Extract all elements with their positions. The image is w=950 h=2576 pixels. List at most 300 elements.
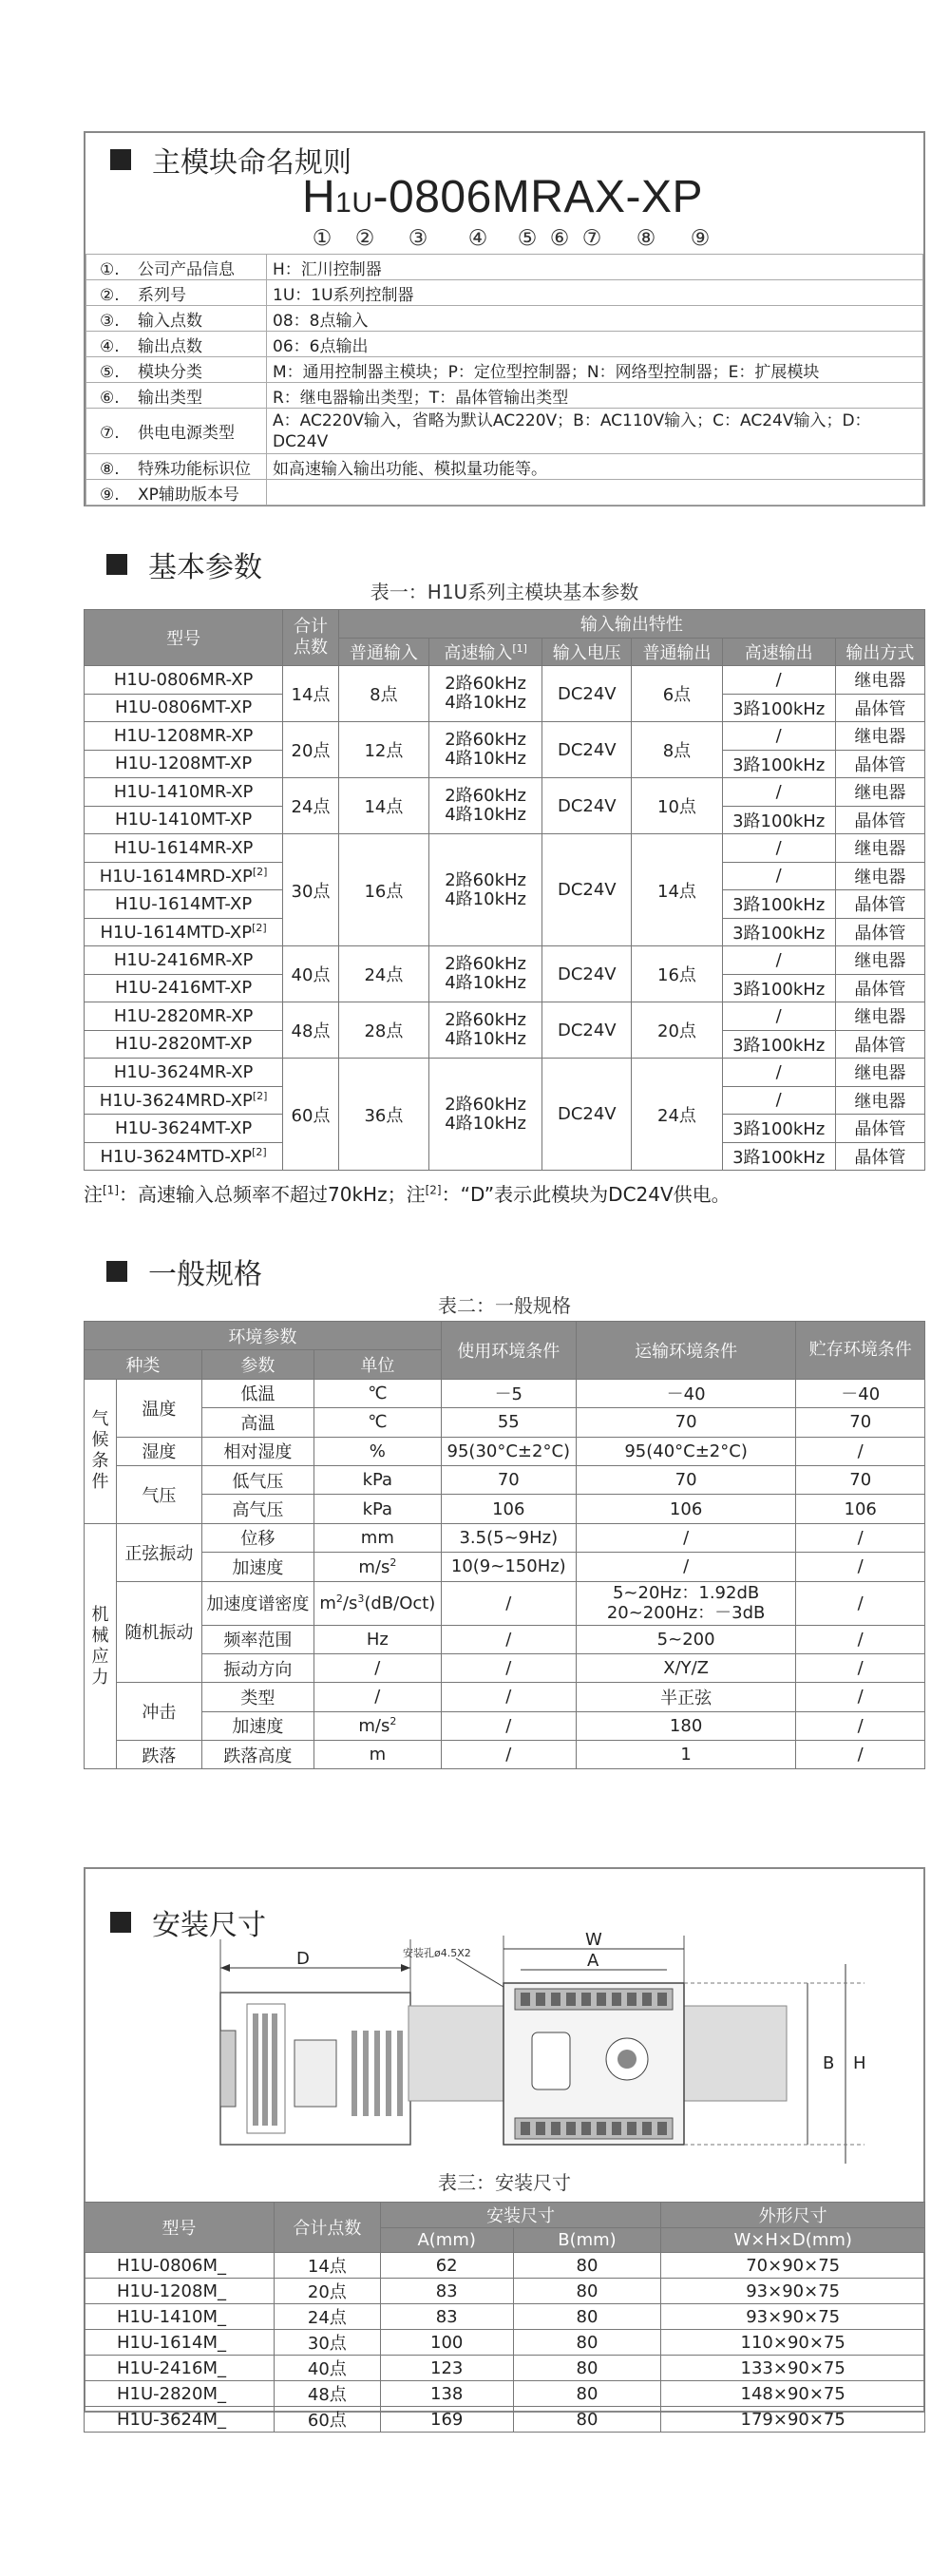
dims-a: 169	[380, 2407, 513, 2433]
dims-outer: 110×90×75	[661, 2330, 925, 2356]
fast-out-cell: /	[722, 946, 835, 975]
fast-in-line: 4路10kHz	[445, 888, 526, 909]
points-cell: 48点	[283, 1002, 339, 1059]
dims-row	[85, 2356, 925, 2381]
dims-points: 60点	[274, 2407, 380, 2433]
out-mode-cell: 继电器	[835, 778, 924, 807]
naming-label: 模块分类	[138, 362, 202, 382]
voltage-cell: DC24V	[542, 666, 632, 722]
fast-out-cell: /	[722, 778, 835, 807]
dims-model: H1U-3624M_	[85, 2407, 275, 2433]
unit-cell: m	[314, 1741, 441, 1769]
cat-mech: 机械应力	[85, 1523, 117, 1769]
marker-2: ②	[354, 226, 375, 251]
dims-a: 123	[380, 2356, 513, 2381]
dims-a: 83	[380, 2304, 513, 2330]
points-cell: 14点	[283, 666, 339, 722]
naming-num: ①.	[100, 259, 120, 279]
dims-outer: 70×90×75	[661, 2253, 925, 2279]
out-mode-cell: 晶体管	[835, 806, 924, 834]
naming-label: 输入点数	[138, 311, 202, 331]
model-name	[85, 1002, 283, 1031]
unit-text: m/s	[358, 1556, 390, 1577]
naming-label-cell	[86, 480, 267, 506]
general-specs-table	[84, 1321, 925, 1769]
fast-in-line: 4路10kHz	[445, 1029, 526, 1049]
unit-sup: 2	[335, 1593, 343, 1606]
store-cell: /	[796, 1653, 925, 1682]
trans-line: 5~20Hz：1.92dB	[612, 1583, 760, 1604]
model-name	[85, 778, 283, 807]
install-dims-table	[84, 2202, 925, 2433]
trans-cell: /	[576, 1523, 796, 1552]
col-normal-in: 普通输入	[338, 638, 428, 666]
unit-cell: ℃	[314, 1408, 441, 1437]
fast-in-line: 2路60kHz	[445, 730, 526, 750]
model-name	[85, 750, 283, 778]
install-caption: 表三：安装尺寸	[438, 2171, 571, 2194]
points-cell: 60点	[283, 1059, 339, 1171]
fast-in-cell	[428, 1059, 542, 1171]
store-cell: /	[796, 1523, 925, 1552]
naming-desc: 如高速输入输出功能、模拟量功能等。	[267, 454, 923, 480]
voltage-cell: DC24V	[542, 834, 632, 946]
col-out-mode: 输出方式	[835, 638, 924, 666]
model-name	[85, 1059, 283, 1087]
naming-desc: 1U：1U系列控制器	[267, 280, 923, 306]
square-bullet-icon	[110, 149, 131, 170]
dims-outer: 148×90×75	[661, 2381, 925, 2407]
unit-cell: %	[314, 1437, 441, 1465]
model-name-text: H1U-3624MT-XP	[115, 1117, 253, 1138]
param-cell: 频率范围	[201, 1625, 314, 1653]
fast-in-line: 4路10kHz	[445, 693, 526, 713]
fast-in-cell	[428, 946, 542, 1002]
model-name-text: H1U-2416MT-XP	[115, 978, 253, 999]
cat-climate: 气候条件	[85, 1379, 117, 1523]
trans-cell: 5~200	[576, 1625, 796, 1653]
unit-cell	[314, 1553, 441, 1581]
fast-in-line: 4路10kHz	[445, 1113, 526, 1134]
front-dial-center	[618, 2050, 636, 2069]
dims-model: H1U-1208M_	[85, 2279, 275, 2304]
model-name-text: H1U-3624MRD-XP	[99, 1090, 253, 1111]
param-cell: 振动方向	[201, 1653, 314, 1682]
h-use: 使用环境条件	[441, 1322, 576, 1380]
use-cell: －5	[441, 1379, 576, 1407]
col-points: 合计点数	[283, 610, 339, 666]
naming-label-cell	[86, 255, 267, 280]
use-cell: 70	[441, 1465, 576, 1494]
unit-cell: mm	[314, 1523, 441, 1552]
marker-7: ⑦	[581, 226, 602, 251]
general-row	[85, 1581, 925, 1625]
param-cell: 加速度谱密度	[201, 1581, 314, 1625]
param-cell: 低气压	[201, 1465, 314, 1494]
normal-out-cell: 24点	[632, 1059, 722, 1171]
dims-b: 80	[513, 2279, 661, 2304]
use-cell: /	[441, 1741, 576, 1769]
normal-in-cell: 24点	[338, 946, 428, 1002]
store-cell: /	[796, 1625, 925, 1653]
basic-row	[85, 666, 925, 695]
general-row	[85, 1653, 925, 1682]
naming-desc: 08：8点输入	[267, 306, 923, 332]
trans-cell: /	[576, 1553, 796, 1581]
unit-sup: 3	[357, 1593, 365, 1606]
naming-num: ②.	[100, 285, 120, 305]
h-unit: 单位	[314, 1350, 441, 1379]
out-mode-cell: 继电器	[835, 946, 924, 975]
fast-out-cell: /	[722, 666, 835, 695]
fast-out-cell: 3路100kHz	[722, 918, 835, 946]
dims-points: 48点	[274, 2381, 380, 2407]
basic-row	[85, 946, 925, 975]
dims-a: 100	[380, 2330, 513, 2356]
unit-cell: ℃	[314, 1379, 441, 1407]
dh-mount: 安装尺寸	[380, 2203, 661, 2228]
model-name	[85, 1030, 283, 1059]
model-name-text: H1U-0806MT-XP	[115, 697, 253, 718]
general-caption: 表二：一般规格	[438, 1294, 571, 1317]
use-cell: 10(9~150Hz)	[441, 1553, 576, 1581]
basic-caption: 表一：H1U系列主模块基本参数	[370, 581, 639, 603]
dims-outer: 133×90×75	[661, 2356, 925, 2381]
general-title: 一般规格	[106, 1250, 262, 1292]
use-cell: 3.5(5~9Hz)	[441, 1523, 576, 1552]
kind-cell: 气压	[116, 1465, 201, 1523]
voltage-cell: DC24V	[542, 722, 632, 778]
use-cell: 55	[441, 1408, 576, 1437]
dims-model: H1U-2416M_	[85, 2356, 275, 2381]
dims-b: 80	[513, 2356, 661, 2381]
voltage-cell: DC24V	[542, 778, 632, 834]
model-note: [2]	[252, 1145, 267, 1158]
fast-in-line: 2路60kHz	[445, 674, 526, 694]
use-cell: 95(30°C±2°C)	[441, 1437, 576, 1465]
model-name-text: H1U-0806MR-XP	[113, 669, 254, 690]
fast-out-cell: /	[722, 834, 835, 863]
store-cell: 106	[796, 1495, 925, 1523]
naming-num: ⑧.	[100, 459, 120, 479]
kind-cell: 冲击	[116, 1683, 201, 1741]
model-note: [2]	[252, 921, 267, 934]
naming-label: 公司产品信息	[138, 259, 235, 279]
normal-out-cell: 6点	[632, 666, 722, 722]
out-mode-cell: 晶体管	[835, 890, 924, 919]
param-cell: 类型	[201, 1683, 314, 1711]
store-cell: /	[796, 1553, 925, 1581]
unit-part: (dB/Oct)	[364, 1593, 436, 1614]
dh-outer-sub: W×H×D(mm)	[661, 2228, 925, 2253]
h-param: 参数	[201, 1350, 314, 1379]
fast-in-cell	[428, 834, 542, 946]
dims-b: 80	[513, 2407, 661, 2433]
square-bullet-icon	[110, 1912, 131, 1933]
out-mode-cell: 继电器	[835, 862, 924, 890]
marker-6: ⑥	[549, 226, 570, 251]
dims-row	[85, 2330, 925, 2356]
dims-outer: 93×90×75	[661, 2304, 925, 2330]
col-fast-out: 高速输出	[722, 638, 835, 666]
out-mode-cell: 晶体管	[835, 918, 924, 946]
model-name-text: H1U-2820MT-XP	[115, 1034, 253, 1055]
out-mode-cell: 继电器	[835, 722, 924, 751]
trans-cell	[576, 1581, 796, 1625]
naming-num: ④.	[100, 336, 120, 356]
model-name-text: H1U-1208MR-XP	[113, 725, 254, 746]
naming-label-cell	[86, 383, 267, 409]
marker-3: ③	[408, 226, 428, 251]
naming-row	[86, 480, 923, 506]
use-cell: /	[441, 1711, 576, 1740]
marker-5: ⑤	[517, 226, 538, 251]
normal-in-cell: 36点	[338, 1059, 428, 1171]
out-mode-cell: 继电器	[835, 1002, 924, 1031]
fast-out-cell: 3路100kHz	[722, 974, 835, 1002]
model-name-text: H1U-3624MR-XP	[113, 1061, 254, 1082]
fast-in-cell	[428, 722, 542, 778]
fast-in-line: 4路10kHz	[445, 805, 526, 825]
naming-num: ⑦.	[100, 424, 120, 443]
naming-num: ⑤.	[100, 362, 120, 382]
model-name	[85, 862, 283, 890]
trans-cell: 95(40°C±2°C)	[576, 1437, 796, 1465]
naming-label: 特殊功能标识位	[138, 459, 251, 479]
kind-cell: 随机振动	[116, 1581, 201, 1683]
dh-outer: 外形尺寸	[661, 2203, 925, 2228]
voltage-cell: DC24V	[542, 1002, 632, 1059]
hole-label: 安装孔ø4.5X2	[403, 1947, 471, 1959]
normal-in-cell: 14点	[338, 778, 428, 834]
dim-b-label: B	[823, 2053, 835, 2073]
points-cell: 40点	[283, 946, 339, 1002]
trans-cell: 半正弦	[576, 1683, 796, 1711]
param-cell: 加速度	[201, 1553, 314, 1581]
fast-out-cell: 3路100kHz	[722, 1030, 835, 1059]
general-row	[85, 1408, 925, 1437]
dh-points: 合计点数	[274, 2203, 380, 2253]
naming-label: 供电电源类型	[138, 424, 235, 443]
naming-row	[86, 454, 923, 480]
model-name-text: H1U-1614MRD-XP	[99, 866, 253, 887]
out-mode-cell: 继电器	[835, 1059, 924, 1087]
naming-rules-box	[84, 131, 925, 506]
general-row	[85, 1495, 925, 1523]
front-view-drawing	[399, 1926, 902, 2164]
basic-title: 基本参数	[106, 544, 262, 585]
unit-text: m/s	[358, 1716, 390, 1737]
basic-row	[85, 1002, 925, 1031]
out-mode-cell: 继电器	[835, 834, 924, 863]
model-name-text: H1U-1614MTD-XP	[100, 922, 253, 943]
naming-desc	[267, 480, 923, 506]
normal-out-cell: 14点	[632, 834, 722, 946]
model-name	[85, 1142, 283, 1171]
model-note: [2]	[252, 1089, 268, 1102]
naming-row	[86, 357, 923, 383]
param-cell: 位移	[201, 1523, 314, 1552]
trans-cell: 106	[576, 1495, 796, 1523]
naming-num: ⑥.	[100, 388, 120, 408]
basic-row	[85, 834, 925, 863]
model-name	[85, 890, 283, 919]
use-cell: /	[441, 1683, 576, 1711]
out-mode-cell: 晶体管	[835, 750, 924, 778]
col-model: 型号	[85, 610, 283, 666]
col-in-voltage: 输入电压	[542, 638, 632, 666]
unit-cell	[314, 1581, 441, 1625]
dims-outer: 179×90×75	[661, 2407, 925, 2433]
out-mode-cell: 晶体管	[835, 694, 924, 722]
param-cell: 低温	[201, 1379, 314, 1407]
store-cell: 70	[796, 1465, 925, 1494]
store-cell: /	[796, 1741, 925, 1769]
basic-row	[85, 778, 925, 807]
marker-8: ⑧	[636, 226, 656, 251]
naming-num: ③.	[100, 311, 120, 331]
kind-cell: 湿度	[116, 1437, 201, 1465]
basic-footnote: 注[1]：高速输入总频率不超过70kHz；注[2]：“D”表示此模块为DC24V供电。	[84, 1183, 731, 1206]
circled-markers	[306, 226, 716, 251]
unit-cell: kPa	[314, 1465, 441, 1494]
dims-b: 80	[513, 2330, 661, 2356]
naming-label: 输出类型	[138, 388, 202, 408]
model-name	[85, 1115, 283, 1143]
out-mode-cell: 晶体管	[835, 1115, 924, 1143]
out-mode-cell: 继电器	[835, 666, 924, 695]
model-name	[85, 1086, 283, 1115]
points-cell: 24点	[283, 778, 339, 834]
fast-out-cell: 3路100kHz	[722, 750, 835, 778]
naming-desc: R：继电器输出类型；T：晶体管输出类型	[267, 383, 923, 409]
fast-out-cell: 3路100kHz	[722, 1142, 835, 1171]
fast-out-cell: 3路100kHz	[722, 694, 835, 722]
trans-cell: 70	[576, 1465, 796, 1494]
dims-row	[85, 2304, 925, 2330]
dim-h-label: H	[853, 2053, 866, 2073]
fast-in-line: 2路60kHz	[445, 869, 526, 890]
dims-b: 80	[513, 2381, 661, 2407]
naming-num: ⑨.	[100, 485, 120, 505]
unit-sup: 2	[390, 1555, 397, 1569]
param-cell: 相对湿度	[201, 1437, 314, 1465]
fast-in-cell	[428, 778, 542, 834]
fast-in-line: 2路60kHz	[445, 954, 526, 974]
fast-in-line: 2路60kHz	[445, 1010, 526, 1030]
basic-row	[85, 722, 925, 751]
general-row	[85, 1553, 925, 1581]
dims-a: 83	[380, 2279, 513, 2304]
use-cell: /	[441, 1581, 576, 1625]
unit-cell: /	[314, 1683, 441, 1711]
dh-model: 型号	[85, 2203, 275, 2253]
trans-cell: 180	[576, 1711, 796, 1740]
naming-label-cell	[86, 454, 267, 480]
general-row	[85, 1465, 925, 1494]
store-cell: /	[796, 1437, 925, 1465]
dims-points: 30点	[274, 2330, 380, 2356]
col-normal-out: 普通输出	[632, 638, 722, 666]
model-name	[85, 918, 283, 946]
general-row	[85, 1711, 925, 1740]
general-row	[85, 1741, 925, 1769]
col-fast-in: 高速输入[1]	[428, 638, 542, 666]
general-row	[85, 1523, 925, 1552]
general-row	[85, 1683, 925, 1711]
model-note: [2]	[252, 865, 268, 878]
marker-9: ⑨	[690, 226, 711, 251]
dims-b: 80	[513, 2304, 661, 2330]
marker-4: ④	[467, 226, 488, 251]
normal-in-cell: 8点	[338, 666, 428, 722]
model-name-text: H1U-1614MR-XP	[113, 837, 254, 858]
naming-row	[86, 255, 923, 280]
fast-in-cell	[428, 666, 542, 722]
marker-1: ①	[312, 226, 332, 251]
trans-line: 20~200Hz：－3dB	[606, 1603, 766, 1624]
kind-cell: 正弦振动	[116, 1523, 201, 1581]
basic-params-table	[84, 609, 925, 1171]
model-name	[85, 806, 283, 834]
general-row	[85, 1437, 925, 1465]
store-cell: /	[796, 1683, 925, 1711]
dims-points: 14点	[274, 2253, 380, 2279]
fast-out-cell: 3路100kHz	[722, 806, 835, 834]
h-trans: 运输环境条件	[576, 1322, 796, 1380]
model-name	[85, 946, 283, 975]
store-cell: /	[796, 1711, 925, 1740]
model-name-text: H1U-1410MR-XP	[113, 781, 254, 802]
store-cell: /	[796, 1581, 925, 1625]
normal-out-cell: 10点	[632, 778, 722, 834]
terminal-row-top	[515, 1989, 673, 2010]
use-cell: /	[441, 1653, 576, 1682]
out-mode-cell: 晶体管	[835, 1142, 924, 1171]
param-cell: 加速度	[201, 1711, 314, 1740]
out-mode-cell: 继电器	[835, 1086, 924, 1115]
unit-m	[319, 1593, 435, 1613]
voltage-cell: DC24V	[542, 1059, 632, 1171]
dim-d-label: D	[296, 1949, 310, 1969]
unit-cell: Hz	[314, 1625, 441, 1653]
general-row	[85, 1625, 925, 1653]
use-cell: /	[441, 1625, 576, 1653]
install-title: 安装尺寸	[110, 1901, 266, 1943]
square-bullet-icon	[106, 554, 127, 575]
h-kind: 种类	[85, 1350, 202, 1379]
model-name-text: H1U-2416MR-XP	[113, 949, 254, 970]
h-store: 贮存环境条件	[796, 1322, 925, 1380]
dims-model: H1U-1410M_	[85, 2304, 275, 2330]
use-cell: 106	[441, 1495, 576, 1523]
model-name	[85, 722, 283, 751]
h-env: 环境参数	[85, 1322, 442, 1350]
kind-cell: 跌落	[116, 1741, 201, 1769]
fast-out-cell: /	[722, 1002, 835, 1031]
dims-model: H1U-2820M_	[85, 2381, 275, 2407]
col-io: 输入输出特性	[338, 610, 924, 639]
dims-points: 40点	[274, 2356, 380, 2381]
voltage-cell: DC24V	[542, 946, 632, 1002]
store-cell: －40	[796, 1379, 925, 1407]
points-cell: 20点	[283, 722, 339, 778]
fast-out-cell: 3路100kHz	[722, 1115, 835, 1143]
dims-points: 24点	[274, 2304, 380, 2330]
model-name	[85, 834, 283, 863]
rail-clip	[220, 2031, 236, 2107]
model-name	[85, 694, 283, 722]
